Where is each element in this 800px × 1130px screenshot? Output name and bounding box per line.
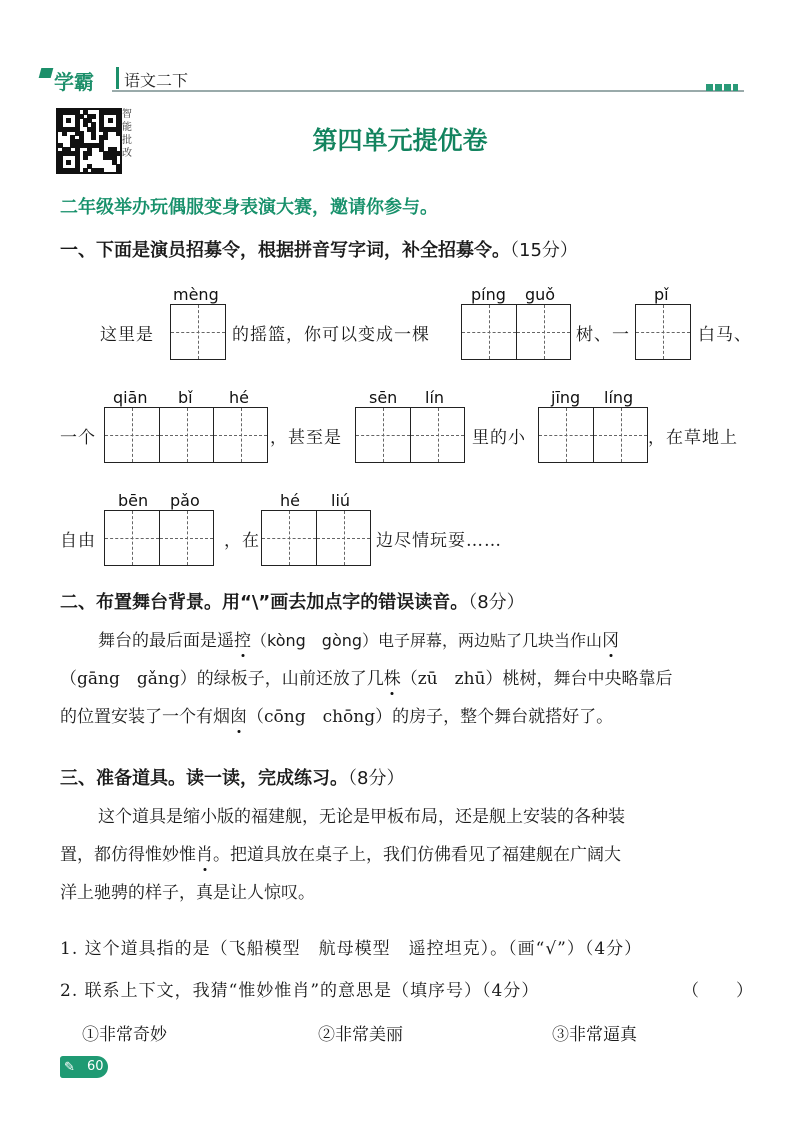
- q1-row3-text3: 边尽情玩耍……: [376, 531, 502, 551]
- option-3: ③非常逼真: [552, 1025, 637, 1045]
- option-1: ①非常奇妙: [82, 1025, 167, 1045]
- pinyin-pi: pǐ: [654, 285, 669, 304]
- answer-grid-pingguo[interactable]: [461, 304, 571, 360]
- option-2: ②非常美丽: [318, 1025, 403, 1045]
- q3-item-1[interactable]: 1. 这个道具指的是（飞船模型 航母模型 遥控坦克）。（画“√”）（4分）: [60, 939, 643, 959]
- pinyin-liu: liú: [331, 491, 351, 510]
- pinyin-pao: pǎo: [170, 491, 200, 510]
- question-3-passage: [60, 798, 750, 912]
- header-divider: [116, 67, 119, 89]
- q1-row2-text2: ，甚至是: [270, 428, 342, 448]
- q2-line-3: 的位置安装了一个有烟囱（cōng chōng）的房子，整个舞台就搭好了。: [60, 707, 614, 727]
- question-1-heading: 一、下面是演员招募令，根据拼音写字词，补全招募令。（15分）: [60, 240, 578, 261]
- brand-name: 学霸: [54, 70, 94, 94]
- dotted-char-xiao: 肖: [196, 845, 213, 865]
- answer-grid-benpao[interactable]: [104, 510, 214, 566]
- pinyin-bi: bǐ: [178, 388, 193, 407]
- q1-row3-text2: ，在: [224, 531, 260, 551]
- pinyin-guo: guǒ: [525, 285, 556, 304]
- header-rule: [112, 90, 744, 92]
- answer-grid-senlin[interactable]: [355, 407, 465, 463]
- pinyin-lin: lín: [425, 388, 445, 407]
- page-number-badge: [60, 1056, 108, 1078]
- page-title: 第四单元提优卷: [312, 126, 488, 155]
- q1-row2-text4: ，在草地上: [648, 428, 738, 448]
- pinyin-he2: hé: [280, 491, 300, 510]
- q1-row1-text3: 树、一: [576, 325, 630, 345]
- q3-line-1: 这个道具是缩小版的福建舰，无论是甲板布局，还是舰上安装的各种装: [98, 807, 625, 827]
- dotted-char-zhu[interactable]: 株: [383, 669, 401, 689]
- brand-logo: [40, 66, 94, 95]
- pinyin-ling: líng: [604, 388, 634, 407]
- answer-grid-heliu[interactable]: [261, 510, 371, 566]
- header-squares-icon: [706, 76, 740, 95]
- answer-grid-qianbihe[interactable]: [104, 407, 268, 463]
- q1-row1-text1: 这里是: [100, 325, 154, 345]
- pinyin-ping: píng: [471, 285, 506, 304]
- pinyin-jing: jīng: [551, 388, 581, 407]
- q3-item-2-answer-blank[interactable]: （ ）: [682, 981, 754, 1001]
- dotted-char-kong[interactable]: 控: [234, 631, 251, 651]
- q1-row2-text3: 里的小: [472, 428, 526, 448]
- page-number: 60: [87, 1059, 104, 1074]
- q2-line-2: （gāng gǎng）的绿板子，山前还放了几株（zū zhū）桃树，舞台中央略靠后: [60, 669, 673, 689]
- pinyin-sen: sēn: [369, 388, 398, 407]
- graduation-cap-icon: [39, 68, 54, 78]
- answer-grid-meng[interactable]: [170, 304, 226, 360]
- qr-label: 智能批改: [122, 109, 132, 159]
- intro-text: 二年级举办玩偶服变身表演大赛，邀请你参与。: [60, 197, 438, 218]
- q2-line-1: 舞台的最后面是遥控（kòng gòng）电子屏幕，两边贴了几块当作山冈: [98, 631, 620, 651]
- pinyin-meng: mèng: [173, 285, 219, 304]
- pinyin-ben: bēn: [118, 491, 149, 510]
- q3-line-3: 洋上驰骋的样子，真是让人惊叹。: [60, 883, 315, 903]
- q3-line-2: 置，都仿得惟妙惟肖。把道具放在桌子上，我们仿佛看见了福建舰在广阔大: [60, 845, 621, 865]
- q1-row3-text1: 自由: [60, 531, 96, 551]
- q1-row1-text4: 白马、: [698, 325, 752, 345]
- question-2-heading: 二、布置舞台背景。用“\”画去加点字的错误读音。（8分）: [60, 592, 525, 613]
- question-2-passage: [60, 622, 750, 736]
- dotted-char-gang[interactable]: 冈: [602, 631, 620, 651]
- q3-item-2: 2. 联系上下文，我猜“惟妙惟肖”的意思是（填序号）（4分）: [60, 981, 540, 1001]
- pinyin-he: hé: [229, 388, 249, 407]
- dotted-char-cong[interactable]: 囱: [230, 707, 247, 727]
- q1-row1-text2: 的摇篮，你可以变成一棵: [232, 325, 430, 345]
- pinyin-qian: qiān: [113, 388, 148, 407]
- q1-row2-text1: 一个: [60, 428, 96, 448]
- answer-grid-pi[interactable]: [635, 304, 691, 360]
- answer-grid-jingling[interactable]: [538, 407, 648, 463]
- course-name: 语文二下: [124, 71, 189, 90]
- question-3-heading: 三、准备道具。读一读，完成练习。（8分）: [60, 768, 405, 789]
- pencil-icon: ✎: [64, 1060, 75, 1075]
